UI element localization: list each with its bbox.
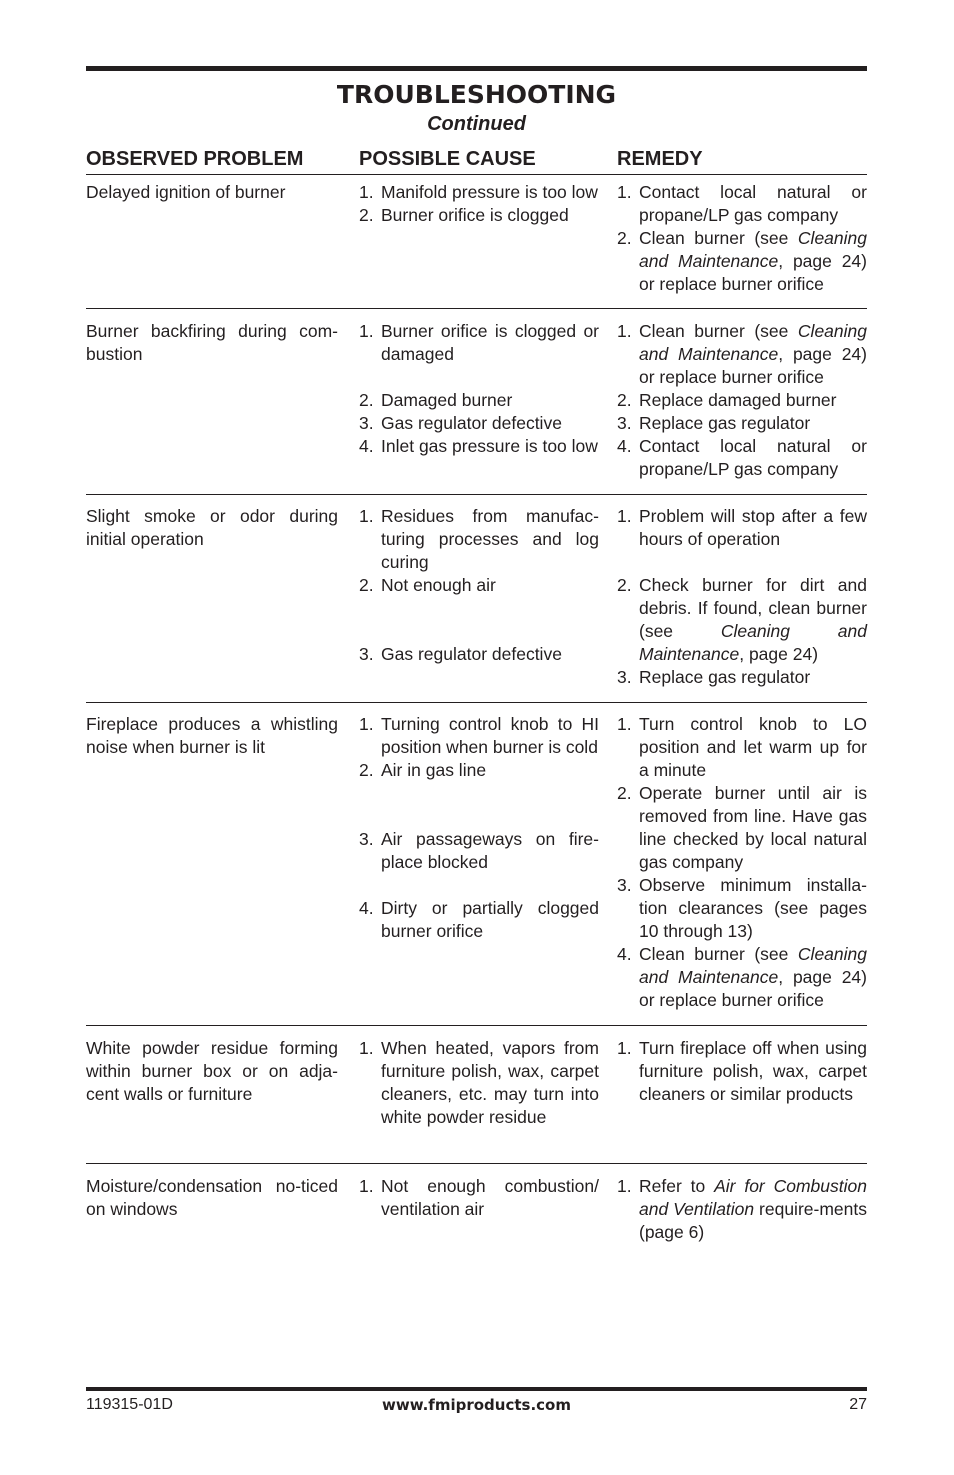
cause-cell — [359, 713, 599, 943]
cause-item: 1. When heated, vapors from furniture polish, wax, carpet cleaners, etc. may turn into white powder residue — [359, 1038, 599, 1127]
remedy-cell — [617, 320, 867, 481]
cause-cell — [359, 181, 599, 227]
remedy-item: 2. Replace damaged burner — [617, 390, 837, 410]
remedy-item: 1. Contact local natural or propane/LP gas company — [617, 182, 867, 225]
cause-item: 2. Damaged burner — [359, 390, 513, 410]
cause-item: 1. Burner orifice is clogged or damaged — [359, 321, 599, 364]
row-divider — [86, 308, 867, 309]
remedy-cell — [617, 1037, 867, 1106]
column-header-remedy: REMEDY — [617, 148, 703, 170]
row-divider — [86, 494, 867, 495]
column-header-cause: POSSIBLE CAUSE — [359, 148, 536, 170]
problem-cell: Burner backfiring during com-bustion — [86, 321, 338, 364]
cause-item: 2. Burner orifice is clogged — [359, 205, 569, 225]
remedy-cell — [617, 505, 867, 689]
remedy-item: 4. Clean burner (see Cleaning and Maintenance, page 24) or replace burner orifice — [617, 944, 867, 1010]
cause-item: 1. Manifold pressure is too low — [359, 182, 598, 202]
cause-item: 4. Inlet gas pressure is too low — [359, 436, 598, 456]
problem-cell: Delayed ignition of burner — [86, 182, 286, 202]
remedy-item: 1. Turn control knob to LO position and let warm up for a minute — [617, 714, 867, 780]
cause-item: 1. Not enough combustion/ ventilation air — [359, 1176, 599, 1219]
cause-item: 1. Residues from manufac-turing processes and log curing — [359, 506, 599, 572]
remedy-item: 1. Turn fireplace off when using furniture polish, wax, carpet cleaners or similar products — [617, 1038, 867, 1104]
problem-cell: Slight smoke or odor during initial operation — [86, 506, 338, 549]
cause-item: 1. Turning control knob to HI position when burner is cold — [359, 714, 599, 757]
remedy-cell — [617, 1175, 867, 1244]
document-number: 119315-01D — [86, 1396, 173, 1413]
top-rule — [86, 66, 867, 71]
cause-item: 3. Gas regulator defective — [359, 644, 562, 664]
row-divider — [86, 702, 867, 703]
problem-cell: Moisture/condensation no-ticed on windows — [86, 1176, 338, 1219]
website-link[interactable]: www.fmiproducts.com — [382, 1396, 571, 1414]
page-title: TROUBLESHOOTING — [336, 80, 617, 109]
remedy-item: 4. Contact local natural or propane/LP gas company — [617, 436, 867, 479]
cause-cell — [359, 320, 599, 458]
page-subtitle: Continued — [427, 113, 526, 135]
header-rule — [86, 174, 867, 175]
problem-cell: Fireplace produces a whistling noise when burner is lit — [86, 714, 338, 757]
column-header-problem: OBSERVED PROBLEM — [86, 148, 304, 170]
cause-item: 2. Not enough air — [359, 575, 496, 595]
remedy-item: 3. Observe minimum installa-tion clearances (see pages 10 through 13) — [617, 875, 867, 941]
remedy-item: 2. Check burner for dirt and debris. If found, clean burner (see Cleaning and Maintenance, page 24) — [617, 575, 868, 664]
problem-cell: White powder residue forming within burner box or on adja-cent walls or furniture — [86, 1038, 338, 1104]
remedy-item: 3. Replace gas regulator — [617, 413, 811, 433]
page-number: 27 — [849, 1396, 867, 1413]
remedy-cell — [617, 181, 867, 296]
remedy-item: 1. Problem will stop after a few hours of operation — [617, 506, 867, 549]
row-divider — [86, 1025, 867, 1026]
cause-item: 3. Air passageways on fire-place blocked — [359, 829, 599, 872]
remedy-item: 1. Refer to Air for Combustion and Ventilation require-ments (page 6) — [617, 1176, 867, 1242]
remedy-item: 2. Clean burner (see Cleaning and Maintenance, page 24) or replace burner orifice — [617, 228, 867, 294]
cause-item: 2. Air in gas line — [359, 760, 487, 780]
cause-cell — [359, 505, 599, 666]
row-divider — [86, 1163, 867, 1164]
remedy-item: 1. Clean burner (see Cleaning and Maintenance, page 24) or replace burner orifice — [617, 321, 867, 387]
remedy-item: 2. Operate burner until air is removed from line. Have gas line checked by local natural gas company — [617, 783, 867, 872]
footer-rule — [86, 1387, 867, 1391]
cause-item: 4. Dirty or partially clogged burner orifice — [359, 898, 599, 941]
cause-cell — [359, 1037, 599, 1129]
cause-cell — [359, 1175, 599, 1221]
cause-item: 3. Gas regulator defective — [359, 413, 562, 433]
remedy-cell — [617, 713, 867, 1012]
remedy-item: 3. Replace gas regulator — [617, 667, 811, 687]
